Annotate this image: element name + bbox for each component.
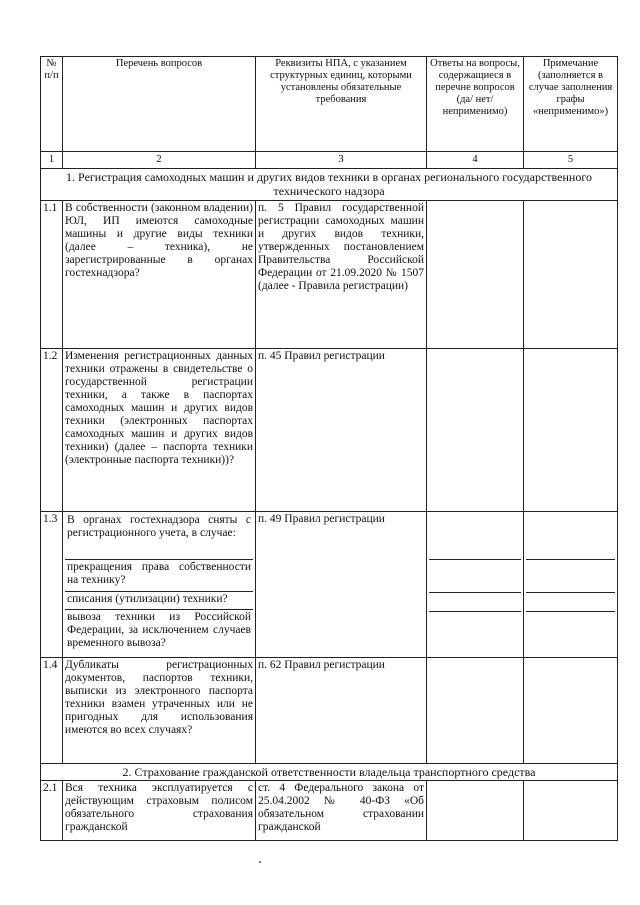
answer-cell[interactable] — [429, 560, 521, 593]
row-requisite: п. 45 Правил регистрации — [256, 349, 427, 512]
note-cell[interactable] — [526, 513, 615, 560]
answer-cell[interactable] — [427, 658, 524, 764]
row-num: 1.1 — [41, 201, 63, 349]
col-number-3: 3 — [256, 152, 427, 169]
subitem-1: прекращения права собственности на технику? — [65, 559, 253, 591]
column-number-row — [41, 152, 618, 169]
section-2-row — [41, 764, 618, 781]
answer-cell[interactable] — [429, 612, 521, 656]
row-question: Изменения регистрационных данных техники отражены в свидетельстве о государственной регистрации техники, а также в паспортах самоходных машин и других видов техники (электронных паспортах самоходных машин и других видов техники) (далее – паспорта техники (электронные паспорта техники))? — [63, 349, 256, 512]
scan-speck — [259, 861, 261, 863]
header-questions: Перечень вопросов — [63, 57, 256, 152]
row-requisite: ст. 4 Федерального закона от 25.04.2002 № 40-ФЗ «Об обязательном страховании гражданской — [256, 781, 427, 841]
answer-cell[interactable] — [427, 201, 524, 349]
section-1-title: 1. Регистрация самоходных машин и других видов техники в органах регионального государственного технического надзора — [41, 169, 618, 201]
table-row — [41, 349, 618, 512]
col-number-1: 1 — [41, 152, 63, 169]
note-cell[interactable] — [526, 560, 615, 593]
answer-group — [427, 512, 524, 658]
answer-cell[interactable] — [429, 513, 521, 560]
answer-cell[interactable] — [429, 593, 521, 612]
answer-cell[interactable] — [427, 349, 524, 512]
row-num: 1.3 — [41, 512, 63, 658]
row-question: Дубликаты регистрационных документов, паспортов техники, выписки из электронного паспорта техники взамен утраченных или не пригодных для использования имеются во всех случаях? — [63, 658, 256, 764]
row-num: 1.4 — [41, 658, 63, 764]
section-1-row — [41, 169, 618, 201]
subitem-list — [65, 513, 253, 653]
col-number-4: 4 — [427, 152, 524, 169]
table-row — [41, 201, 618, 349]
subitem-2: списания (утилизации) техники? — [65, 591, 253, 609]
answer-cell[interactable] — [427, 781, 524, 841]
note-group — [524, 512, 618, 658]
header-num: № п/п — [41, 57, 63, 152]
row-question-group — [63, 512, 256, 658]
header-answers: Ответы на вопросы, содержащиеся в перечне вопросов (да/ нет/неприменимо) — [427, 57, 524, 152]
note-cell[interactable] — [524, 658, 618, 764]
note-cell[interactable] — [526, 593, 615, 612]
table-row — [41, 512, 618, 658]
note-cell[interactable] — [526, 612, 615, 656]
checklist-table — [40, 56, 618, 841]
col-number-5: 5 — [524, 152, 618, 169]
row-requisite: п. 62 Правил регистрации — [256, 658, 427, 764]
subitem-3: вывоза техники из Российской Федерации, за исключением случаев временного вывоза? — [65, 609, 253, 653]
row-num: 2.1 — [41, 781, 63, 841]
header-note: Примечание (заполняется в случае заполнения графы «неприменимо») — [524, 57, 618, 152]
table-row — [41, 781, 618, 841]
row-question: Вся техника эксплуатируется с действующим страховым полисом обязательного страхования гражданской — [63, 781, 256, 841]
header-row — [41, 57, 618, 152]
section-2-title: 2. Страхование гражданской ответственности владельца транспортного средства — [41, 764, 618, 781]
row-question: В органах гостехнадзора сняты с регистрационного учета, в случае: — [67, 514, 251, 539]
note-cell[interactable] — [524, 781, 618, 841]
table-row — [41, 658, 618, 764]
note-cell[interactable] — [524, 349, 618, 512]
col-number-2: 2 — [63, 152, 256, 169]
header-requisites: Реквизиты НПА, с указанием структурных единиц, которыми установлены обязательные требования — [256, 57, 427, 152]
row-requisite: п. 49 Правил регистрации — [256, 512, 427, 658]
note-cell[interactable] — [524, 201, 618, 349]
row-requisite: п. 5 Правил государственной регистрации самоходных машин и других видов техники, утвержденных постановлением Правительства Российской Федерации от 21.09.2020 № 1507 (далее - Правила регистрации) — [256, 201, 427, 349]
row-question: В собственности (законном владении) ЮЛ, ИП имеются самоходные машины и другие виды техники (далее – техника), не зарегистрированные в органах гостехнадзора? — [63, 201, 256, 349]
row-num: 1.2 — [41, 349, 63, 512]
